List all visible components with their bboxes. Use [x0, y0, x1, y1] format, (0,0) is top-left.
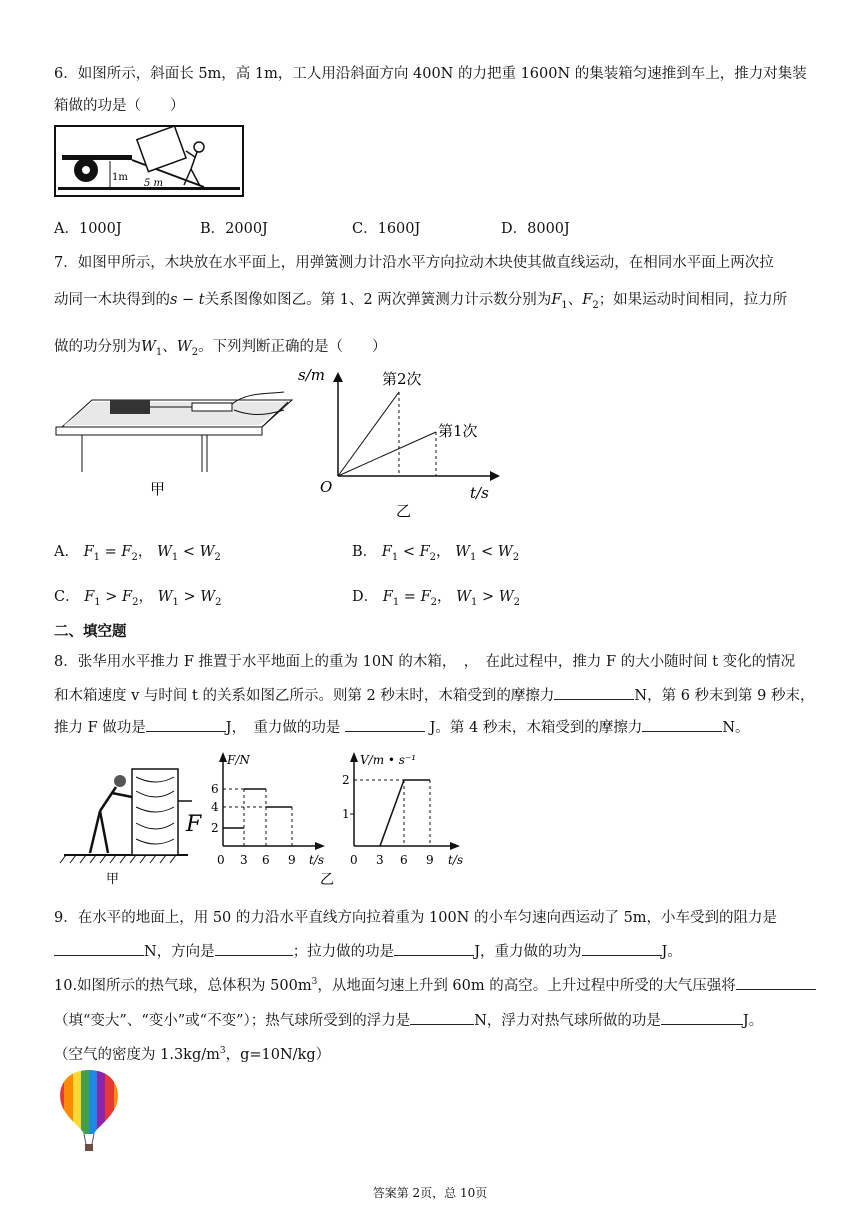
q8-vgraph-ytick: 2: [342, 773, 350, 787]
q7-option-d[interactable]: D． $F_1 = F_2$， $W_1 > W_2$: [352, 589, 521, 608]
q6-option-d[interactable]: D．8000J: [501, 221, 570, 237]
q9-blank-3[interactable]: [394, 941, 474, 956]
q8-force-label: F: [186, 812, 202, 837]
q8-fgraph-ytick: 6: [211, 782, 219, 796]
q8-text-line2: 和木箱速度 v 与时间 t 的关系如图乙所示。则第 2 秒末时，木箱受到的摩擦力 N，第 6 秒末到第 9 秒末，: [54, 684, 814, 705]
q7-fig-jia-label: 甲: [150, 480, 166, 498]
q8-fgraph-xlabel: t/s: [309, 853, 325, 867]
q8-fgraph-ylabel: F/N: [227, 753, 250, 767]
q9-blank-1[interactable]: [54, 941, 144, 956]
q8-fgraph-ytick: 4: [211, 800, 219, 814]
q7-text-line2: 动同一木块得到的s − t关系图像如图乙。第 1、2 两次弹簧测力计示数分别为$F_1$、$F_2$；如果运动时间相同，拉力所: [54, 292, 788, 311]
q6-height-label: 1m: [112, 172, 128, 183]
q6-length-label: 5 m: [144, 178, 164, 189]
q7-graph-xlabel: t/s: [470, 484, 489, 502]
q8-vgraph-xtick: 3: [376, 853, 384, 867]
q8-vgraph-ytick: 1: [342, 807, 350, 821]
q9-blank-4[interactable]: [582, 941, 662, 956]
q7-option-b[interactable]: B． $F_1 < F_2$， $W_1 < W_2$: [352, 544, 520, 563]
q8-blank-4[interactable]: [642, 717, 722, 732]
q7-option-a[interactable]: A． $F_1 = F_2$， $W_1 < W_2$: [54, 544, 221, 563]
q10-text-line2: （填“变大”、“变小”或“不变”）；热气球所受到的浮力是 N，浮力对热气球所做的功是 J。: [54, 1009, 763, 1030]
q8-vgraph-xtick: 0: [350, 853, 358, 867]
q10-blank-1[interactable]: [736, 975, 816, 990]
q6-option-c[interactable]: C．1600J: [352, 221, 421, 237]
q6-option-a[interactable]: A．1000J: [54, 221, 122, 237]
q6-incline-figure: [54, 125, 244, 197]
q7-text-line3: 做的功分别为$W_1$、$W_2$。下列判断正确的是（ ）: [54, 339, 387, 358]
q7-st-graph: [296, 366, 506, 526]
q8-fgraph-xtick: 3: [240, 853, 248, 867]
q8-vgraph-xtick: 6: [400, 853, 408, 867]
q8-fgraph-xtick: 0: [217, 853, 225, 867]
q7-series1-label: 第1次: [438, 422, 478, 440]
q8-vgraph-ylabel: V/m • s⁻¹: [360, 753, 417, 767]
q8-velocity-time-graph: [320, 748, 480, 888]
q7-series2-label: 第2次: [382, 370, 422, 388]
q7-graph-ylabel: s/m: [298, 366, 325, 384]
q8-fgraph-xtick: 6: [262, 853, 270, 867]
q7-graph-origin: O: [320, 478, 333, 496]
q6-text-line2: 箱做的功是（ ）: [54, 98, 185, 114]
q6-text-line1: 6．如图所示，斜面长 5m，高 1m，工人用沿斜面方向 400N 的力把重 1600N 的集装箱匀速推到车上，推力对集装: [54, 66, 807, 82]
q6-option-b[interactable]: B．2000J: [200, 221, 268, 237]
q8-fgraph-xtick: 9: [288, 853, 296, 867]
q8-fig-jia-label: 甲: [106, 872, 120, 887]
series-2-line: [338, 392, 399, 476]
q10-blank-3[interactable]: [661, 1010, 743, 1025]
q10-text-line1: 10.如图所示的热气球，总体积为 $500m^3$，从地面匀速上升到 60m 的高空。上升过程中所受的大气压强将: [54, 974, 816, 995]
worker-figure: [184, 142, 204, 186]
q8-fig-yi-label: 乙: [320, 872, 334, 888]
q8-blank-2[interactable]: [146, 717, 226, 732]
q8-blank-3[interactable]: [345, 717, 425, 732]
q8-text-line3: 推力 F 做功是 J， 重力做的功是 J。第 4 秒末，木箱受到的摩擦力 N。: [54, 716, 750, 737]
q7-fig-yi-label: 乙: [396, 502, 412, 520]
q8-figure-jia: [60, 755, 210, 890]
q8-force-time-graph: [195, 748, 330, 883]
q7-figure-jia: [52, 372, 302, 502]
q8-vgraph-xtick: 9: [426, 853, 434, 867]
series-1-line: [338, 432, 436, 476]
q9-blank-2[interactable]: [215, 941, 293, 956]
section-title: 二、填空题: [54, 623, 127, 640]
q9-text-line1: 9．在水平的地面上，用 50 的力沿水平直线方向拉着重为 100N 的小车匀速向西运动了 5m，小车受到的阻力是: [54, 910, 778, 926]
q9-text-line2: N，方向是 ；拉力做的功是 J，重力做的功为 J。: [54, 940, 682, 961]
q10-text-line3: （空气的密度为 $1.3kg/m^3$，g=10N/kg）: [54, 1046, 331, 1063]
q7-option-c[interactable]: C． $F_1 > F_2$， $W_1 > W_2$: [54, 589, 222, 608]
q7-text-line1: 7．如图甲所示，木块放在水平面上，用弹簧测力计沿水平方向拉动木块使其做直线运动，在相同水平面上两次拉: [54, 255, 774, 271]
hot-air-balloon-image: [54, 1068, 124, 1154]
page-footer: 答案第 2页，总 10页: [372, 1186, 488, 1200]
q10-blank-2[interactable]: [410, 1010, 474, 1025]
q8-fgraph-ytick: 2: [211, 821, 219, 835]
q8-blank-1[interactable]: [554, 685, 634, 700]
q8-text-line1: 8．张华用水平推力 F 推置于水平地面上的重为 10N 的木箱， ， 在此过程中，推力 F 的大小随时间 t 变化的情况: [54, 654, 796, 670]
q8-vgraph-xlabel: t/s: [448, 853, 464, 867]
